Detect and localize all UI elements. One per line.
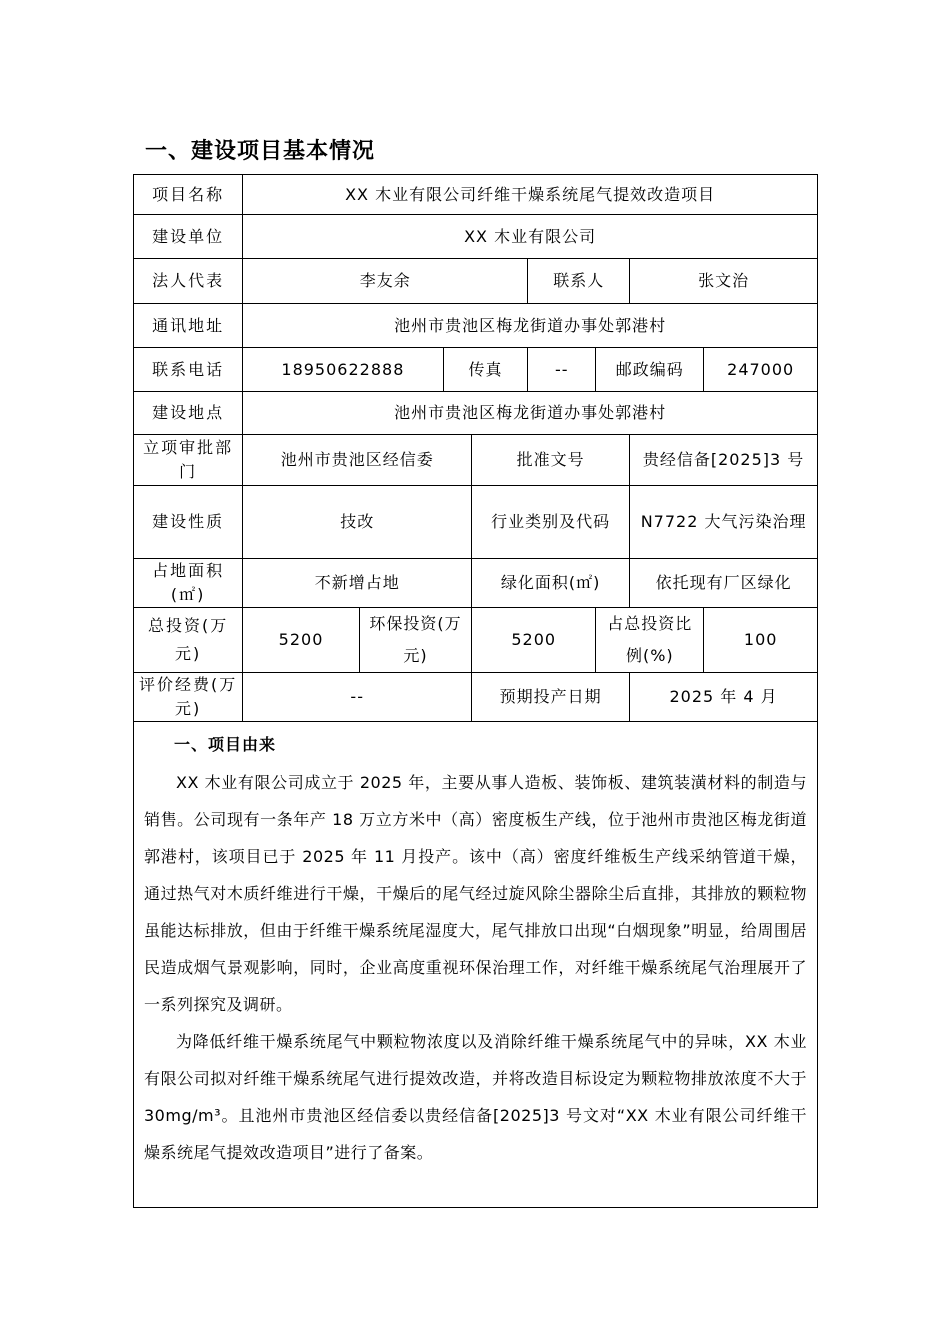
nature-label: 建设性质	[134, 486, 243, 559]
narrative-cell	[134, 722, 818, 1208]
narrative-paragraph-1: XX 木业有限公司成立于 2025 年，主要从事人造板、装饰板、建筑装潢材料的制造与销售。公司现有一条年产 18 万立方米中（高）密度板生产线，位于池州市贵池区梅龙街道郭港村，该项目已于 2025 年 11 月投产。该中（高）密度纤维板生产线采纳管道干燥，通过热气对木质纤维进行干燥，干燥后的尾气经过旋风除尘器除尘后直排，其排放的颗粒物虽能达标排放，但由于纤维干燥系统尾湿度大，尾气排放口出现“白烟现象”明显，给周围居民造成烟气景观影响，同时，企业高度重视环保治理工作，对纤维干燥系统尾气治理展开了一系列探究及调研。	[144, 773, 807, 1014]
narrative-title: 一、项目由来	[174, 735, 277, 754]
area-value: 不新增占地	[243, 559, 472, 608]
row-narrative	[134, 722, 818, 1208]
row-cost	[134, 673, 818, 722]
location-label: 建设地点	[134, 392, 243, 435]
env-investment-label: 环保投资(万元)	[359, 608, 471, 673]
section-heading: 一、建设项目基本情况	[145, 139, 376, 164]
row-construction-unit	[134, 215, 818, 259]
industry-value: N7722 大气污染治理	[630, 486, 818, 559]
row-location	[134, 392, 818, 435]
contact-label: 联系人	[528, 259, 630, 304]
narrative-paragraph-2: 为降低纤维干燥系统尾气中颗粒物浓度以及消除纤维干燥系统尾气中的异味，XX 木业有限公司拟对纤维干燥系统尾气进行提效改造，并将改造目标设定为颗粒物排放浓度不大于 30mg/m³。且池州市贵池区经信委以贵经信备[2025]3 号文对“XX 木业有限公司纤维干燥系统尾气提效改造项目”进行了备案。	[144, 1032, 807, 1162]
row-area	[134, 559, 818, 608]
address-value: 池州市贵池区梅龙街道办事处郭港村	[243, 304, 818, 348]
approval-doc-label: 批准文号	[472, 435, 630, 486]
row-project-name	[134, 175, 818, 215]
investment-label: 总投资(万元)	[134, 608, 243, 673]
green-area-value: 依托现有厂区绿化	[630, 559, 818, 608]
row-nature	[134, 486, 818, 559]
project-name-value: XX 木业有限公司纤维干燥系统尾气提效改造项目	[243, 175, 818, 215]
row-legal-rep	[134, 259, 818, 304]
cost-value: --	[243, 673, 472, 722]
start-date-label: 预期投产日期	[472, 673, 630, 722]
phone-value: 18950622888	[243, 348, 443, 392]
ratio-value: 100	[704, 608, 818, 673]
construction-unit-label: 建设单位	[134, 215, 243, 259]
project-name-label: 项目名称	[134, 175, 243, 215]
project-info-table	[133, 174, 818, 1208]
legal-rep-label: 法人代表	[134, 259, 243, 304]
ratio-label: 占总投资比例(%)	[596, 608, 704, 673]
approval-doc-value: 贵经信备[2025]3 号	[630, 435, 818, 486]
row-approval	[134, 435, 818, 486]
fax-value: --	[528, 348, 596, 392]
row-investment	[134, 608, 818, 673]
zip-value: 247000	[704, 348, 818, 392]
area-label: 占地面积(㎡)	[134, 559, 243, 608]
green-area-label: 绿化面积(㎡)	[472, 559, 630, 608]
address-label: 通讯地址	[134, 304, 243, 348]
phone-label: 联系电话	[134, 348, 243, 392]
zip-label: 邮政编码	[596, 348, 704, 392]
legal-rep-value: 李友余	[243, 259, 528, 304]
nature-value: 技改	[243, 486, 472, 559]
start-date-value: 2025 年 4 月	[630, 673, 818, 722]
contact-value: 张文治	[630, 259, 818, 304]
cost-label: 评价经费(万元)	[134, 673, 243, 722]
location-value: 池州市贵池区梅龙街道办事处郭港村	[243, 392, 818, 435]
env-investment-value: 5200	[472, 608, 596, 673]
approval-dept-value: 池州市贵池区经信委	[243, 435, 472, 486]
investment-value: 5200	[243, 608, 360, 673]
fax-label: 传真	[443, 348, 528, 392]
row-address	[134, 304, 818, 348]
industry-label: 行业类别及代码	[472, 486, 630, 559]
row-phone	[134, 348, 818, 392]
construction-unit-value: XX 木业有限公司	[243, 215, 818, 259]
approval-dept-label: 立项审批部门	[134, 435, 243, 486]
